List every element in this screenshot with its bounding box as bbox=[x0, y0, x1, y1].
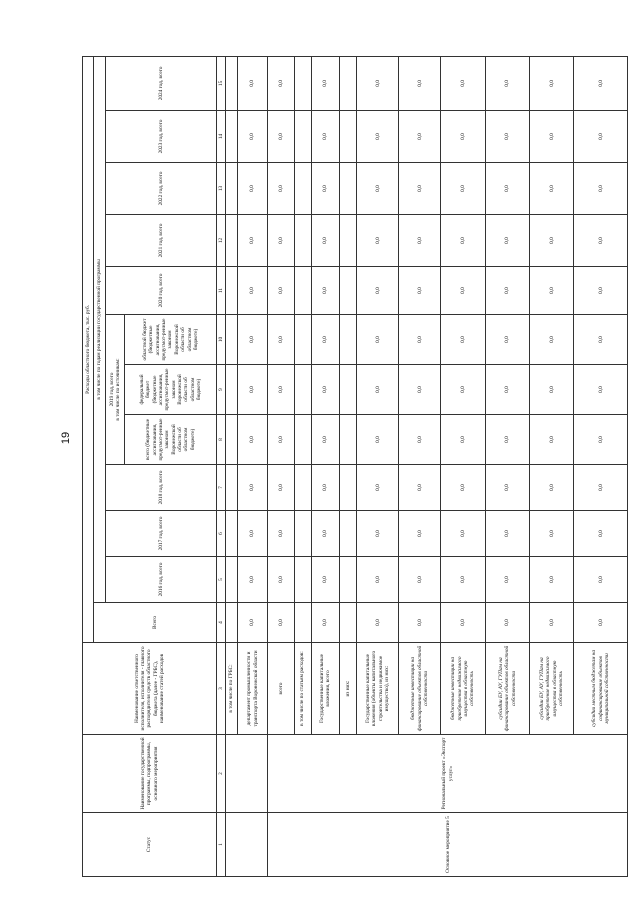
cell-value: 0,0 bbox=[237, 56, 268, 110]
cell-value: 0,0 bbox=[485, 603, 529, 643]
cell-value: 0,0 bbox=[574, 215, 628, 267]
cell-value: 0,0 bbox=[574, 163, 628, 215]
cell-value bbox=[226, 557, 237, 603]
cell-value bbox=[340, 415, 357, 465]
col-num: 15 bbox=[217, 56, 226, 110]
cell-value: 0,0 bbox=[485, 267, 529, 315]
row-label: субсидии местным бюджетам на софинансирование объектов муниципальной собственности bbox=[574, 643, 628, 735]
page-number: 19 bbox=[60, 431, 72, 445]
cell-value: 0,0 bbox=[357, 315, 399, 365]
cell-value bbox=[294, 215, 311, 267]
cell-value: 0,0 bbox=[268, 415, 294, 465]
cell-value: 0,0 bbox=[530, 365, 574, 415]
cell-value: 0,0 bbox=[357, 557, 399, 603]
cell-value: 0,0 bbox=[530, 465, 574, 511]
cell-value: 0,0 bbox=[399, 315, 441, 365]
cell-value: 0,0 bbox=[399, 215, 441, 267]
cell-value bbox=[226, 365, 237, 415]
col-num: 6 bbox=[217, 511, 226, 557]
col-num: 13 bbox=[217, 163, 226, 215]
header-by-years: в том числе по годам реализации государственной программы bbox=[94, 56, 105, 602]
row-label: в том числе по ГРБС: bbox=[226, 643, 237, 735]
cell-value: 0,0 bbox=[399, 111, 441, 163]
budget-table bbox=[82, 56, 628, 877]
cell-value bbox=[340, 557, 357, 603]
cell-value bbox=[340, 267, 357, 315]
name-cell-empty bbox=[226, 735, 268, 813]
cell-value bbox=[226, 603, 237, 643]
header-expenses-group: Расходы областного бюджета, тыс. руб. bbox=[83, 56, 94, 642]
header-total: Всего bbox=[94, 603, 217, 643]
cell-value: 0,0 bbox=[485, 511, 529, 557]
row-label: бюджетные инвестиции на приобретение недвижимого имущества в областную собственность bbox=[441, 643, 485, 735]
cell-value: 0,0 bbox=[530, 215, 574, 267]
name-cell: Региональный проект «Экспорт услуг» bbox=[268, 735, 628, 813]
cell-value bbox=[294, 267, 311, 315]
cell-value: 0,0 bbox=[311, 415, 339, 465]
cell-value: 0,0 bbox=[441, 163, 485, 215]
cell-value: 0,0 bbox=[399, 267, 441, 315]
cell-value: 0,0 bbox=[485, 415, 529, 465]
cell-value: 0,0 bbox=[399, 603, 441, 643]
cell-value: 0,0 bbox=[268, 511, 294, 557]
cell-value: 0,0 bbox=[441, 267, 485, 315]
col-num: 8 bbox=[217, 415, 226, 465]
cell-value: 0,0 bbox=[357, 603, 399, 643]
cell-value: 0,0 bbox=[530, 511, 574, 557]
cell-value: 0,0 bbox=[357, 267, 399, 315]
cell-value bbox=[294, 603, 311, 643]
header-2023: 2023 год, всего bbox=[105, 111, 216, 163]
cell-value: 0,0 bbox=[237, 415, 268, 465]
cell-value: 0,0 bbox=[268, 365, 294, 415]
col-num: 14 bbox=[217, 111, 226, 163]
cell-value: 0,0 bbox=[357, 56, 399, 110]
cell-value: 0,0 bbox=[237, 557, 268, 603]
cell-value: 0,0 bbox=[399, 465, 441, 511]
cell-value: 0,0 bbox=[399, 163, 441, 215]
row-label: Государственные капитальные вложения (объекты капитального строительства и недвижимое имущество), из них: bbox=[357, 643, 399, 735]
cell-value bbox=[226, 465, 237, 511]
cell-value: 0,0 bbox=[399, 365, 441, 415]
cell-value bbox=[226, 215, 237, 267]
cell-value: 0,0 bbox=[311, 465, 339, 511]
cell-value: 0,0 bbox=[399, 415, 441, 465]
cell-value: 0,0 bbox=[441, 415, 485, 465]
cell-value: 0,0 bbox=[485, 56, 529, 110]
col-num: 1 bbox=[217, 813, 226, 877]
header-executor: Наименование ответственного исполнителя, исполнителя - главного распорядителя средств областного бюджета (далее - ГРБС), наименование статей расходов bbox=[83, 643, 217, 735]
cell-value bbox=[294, 163, 311, 215]
cell-value: 0,0 bbox=[311, 267, 339, 315]
cell-value: 0,0 bbox=[268, 465, 294, 511]
cell-value: 0,0 bbox=[530, 557, 574, 603]
cell-value: 0,0 bbox=[268, 557, 294, 603]
cell-value: 0,0 bbox=[237, 267, 268, 315]
col-num: 10 bbox=[217, 315, 226, 365]
cell-value: 0,0 bbox=[311, 365, 339, 415]
row-label: из них: bbox=[340, 643, 357, 735]
cell-value bbox=[226, 415, 237, 465]
cell-value: 0,0 bbox=[237, 111, 268, 163]
cell-value: 0,0 bbox=[399, 557, 441, 603]
header-2019-incl: в том числе по источникам: bbox=[114, 358, 121, 421]
cell-value: 0,0 bbox=[268, 267, 294, 315]
cell-value: 0,0 bbox=[268, 56, 294, 110]
cell-value: 0,0 bbox=[530, 267, 574, 315]
header-2024: 2024 год, всего bbox=[105, 56, 216, 110]
header-2019-fed: федеральный бюджет (бюджетные ассигнования, предусмот-ренные законом Воронежской области об областном бюджете) bbox=[125, 365, 217, 415]
cell-value: 0,0 bbox=[399, 56, 441, 110]
cell-value: 0,0 bbox=[311, 315, 339, 365]
col-num: 4 bbox=[217, 603, 226, 643]
cell-value: 0,0 bbox=[311, 557, 339, 603]
col-num: 7 bbox=[217, 465, 226, 511]
cell-value bbox=[340, 511, 357, 557]
cell-value: 0,0 bbox=[574, 557, 628, 603]
cell-value: 0,0 bbox=[237, 511, 268, 557]
column-number-row bbox=[217, 56, 226, 876]
rotated-table-frame bbox=[82, 57, 628, 877]
cell-value: 0,0 bbox=[357, 511, 399, 557]
status-cell: Основное мероприятие 5 bbox=[268, 813, 628, 877]
cell-value: 0,0 bbox=[237, 315, 268, 365]
cell-value: 0,0 bbox=[441, 557, 485, 603]
row-label: департамент промышленности и транспорта Воронежской области bbox=[237, 643, 268, 735]
cell-value bbox=[294, 557, 311, 603]
cell-value bbox=[226, 163, 237, 215]
cell-value bbox=[294, 56, 311, 110]
cell-value: 0,0 bbox=[485, 111, 529, 163]
cell-value: 0,0 bbox=[485, 465, 529, 511]
cell-value bbox=[226, 511, 237, 557]
cell-value: 0,0 bbox=[574, 267, 628, 315]
cell-value: 0,0 bbox=[237, 163, 268, 215]
header-2018: 2018 год, всего bbox=[105, 465, 216, 511]
grbs-label-row bbox=[226, 56, 237, 876]
cell-value: 0,0 bbox=[530, 111, 574, 163]
row-label: всего bbox=[268, 643, 294, 735]
cell-value: 0,0 bbox=[530, 56, 574, 110]
row-label: Государственные капитальные вложения, всего bbox=[311, 643, 339, 735]
cell-value: 0,0 bbox=[311, 56, 339, 110]
col-num: 5 bbox=[217, 557, 226, 603]
cell-value bbox=[226, 267, 237, 315]
cell-value bbox=[294, 365, 311, 415]
cell-value: 0,0 bbox=[357, 415, 399, 465]
cell-value bbox=[340, 603, 357, 643]
cell-value: 0,0 bbox=[574, 465, 628, 511]
cell-value: 0,0 bbox=[441, 56, 485, 110]
col-num: 9 bbox=[217, 365, 226, 415]
cell-value: 0,0 bbox=[441, 365, 485, 415]
cell-value: 0,0 bbox=[485, 365, 529, 415]
cell-value: 0,0 bbox=[574, 315, 628, 365]
header-2022: 2022 год, всего bbox=[105, 163, 216, 215]
row-label: субсидии БУ, АУ, ГУПам на финансирование объектов областной собственности bbox=[485, 643, 529, 735]
cell-value: 0,0 bbox=[311, 603, 339, 643]
cell-value: 0,0 bbox=[237, 603, 268, 643]
col-num: 11 bbox=[217, 267, 226, 315]
cell-value: 0,0 bbox=[485, 315, 529, 365]
cell-value: 0,0 bbox=[574, 603, 628, 643]
cell-value: 0,0 bbox=[268, 315, 294, 365]
cell-value: 0,0 bbox=[399, 511, 441, 557]
cell-value: 0,0 bbox=[357, 111, 399, 163]
cell-value: 0,0 bbox=[574, 56, 628, 110]
cell-value: 0,0 bbox=[530, 415, 574, 465]
cell-value: 0,0 bbox=[530, 315, 574, 365]
row-label: субсидии БУ, АУ, ГУПам на приобретение недвижимого имущества в областную собственность bbox=[530, 643, 574, 735]
col-num: 2 bbox=[217, 735, 226, 813]
cell-value: 0,0 bbox=[311, 163, 339, 215]
row-label: в том числе по статьям расходов: bbox=[294, 643, 311, 735]
header-2016: 2016 год, всего bbox=[105, 557, 216, 603]
cell-value: 0,0 bbox=[530, 163, 574, 215]
cell-value bbox=[294, 111, 311, 163]
cell-value: 0,0 bbox=[574, 111, 628, 163]
header-2019-total: всего (бюджетные ассигнования, предусмот-ренные законом Воронежской области об областном бюджете) bbox=[125, 415, 217, 465]
status-cell-empty bbox=[226, 813, 268, 877]
cell-value: 0,0 bbox=[237, 465, 268, 511]
header-2017: 2017 год, всего bbox=[105, 511, 216, 557]
cell-value: 0,0 bbox=[268, 163, 294, 215]
cell-value: 0,0 bbox=[485, 215, 529, 267]
cell-value bbox=[340, 465, 357, 511]
cell-value bbox=[340, 215, 357, 267]
cell-value: 0,0 bbox=[441, 603, 485, 643]
cell-value bbox=[226, 315, 237, 365]
cell-value: 0,0 bbox=[311, 215, 339, 267]
header-2019-group bbox=[105, 315, 124, 465]
cell-value: 0,0 bbox=[357, 215, 399, 267]
cell-value: 0,0 bbox=[357, 465, 399, 511]
cell-value: 0,0 bbox=[441, 215, 485, 267]
cell-value: 0,0 bbox=[268, 603, 294, 643]
cell-value: 0,0 bbox=[268, 215, 294, 267]
header-row-1 bbox=[83, 56, 94, 876]
cell-value: 0,0 bbox=[357, 365, 399, 415]
cell-value: 0,0 bbox=[574, 415, 628, 465]
header-2021: 2021 год, всего bbox=[105, 215, 216, 267]
cell-value bbox=[294, 465, 311, 511]
cell-value: 0,0 bbox=[574, 365, 628, 415]
cell-value bbox=[294, 315, 311, 365]
cell-value bbox=[340, 365, 357, 415]
measure-block bbox=[268, 56, 628, 876]
cell-value: 0,0 bbox=[441, 315, 485, 365]
cell-value: 0,0 bbox=[237, 365, 268, 415]
cell-value: 0,0 bbox=[441, 465, 485, 511]
cell-value: 0,0 bbox=[441, 511, 485, 557]
header-name: Наименование государственной программы, подпрограммы, основного мероприятия bbox=[83, 735, 217, 813]
cell-value bbox=[340, 315, 357, 365]
cell-value: 0,0 bbox=[311, 511, 339, 557]
header-2019-title: 2019 год, всего bbox=[108, 372, 115, 407]
cell-value bbox=[340, 56, 357, 110]
cell-value bbox=[340, 163, 357, 215]
header-status: Статус bbox=[83, 813, 217, 877]
cell-value bbox=[294, 511, 311, 557]
cell-value: 0,0 bbox=[574, 511, 628, 557]
cell-value: 0,0 bbox=[357, 163, 399, 215]
cell-value: 0,0 bbox=[441, 111, 485, 163]
cell-value bbox=[340, 111, 357, 163]
cell-value bbox=[226, 111, 237, 163]
cell-value bbox=[226, 56, 237, 110]
table-row bbox=[268, 56, 294, 876]
cell-value: 0,0 bbox=[530, 603, 574, 643]
header-2020: 2020 год, всего bbox=[105, 267, 216, 315]
cell-value: 0,0 bbox=[485, 163, 529, 215]
cell-value: 0,0 bbox=[268, 111, 294, 163]
cell-value: 0,0 bbox=[311, 111, 339, 163]
cell-value: 0,0 bbox=[237, 215, 268, 267]
col-num: 12 bbox=[217, 215, 226, 267]
row-label: бюджетные инвестиции на финансирование объектов областной собственности bbox=[399, 643, 441, 735]
cell-value: 0,0 bbox=[485, 557, 529, 603]
header-2019-reg: областной бюджет (бюджетные ассигнования, предусмот-ренные законом Воронежской области об областном бюджете) bbox=[125, 315, 217, 365]
col-num: 3 bbox=[217, 643, 226, 735]
cell-value bbox=[294, 415, 311, 465]
